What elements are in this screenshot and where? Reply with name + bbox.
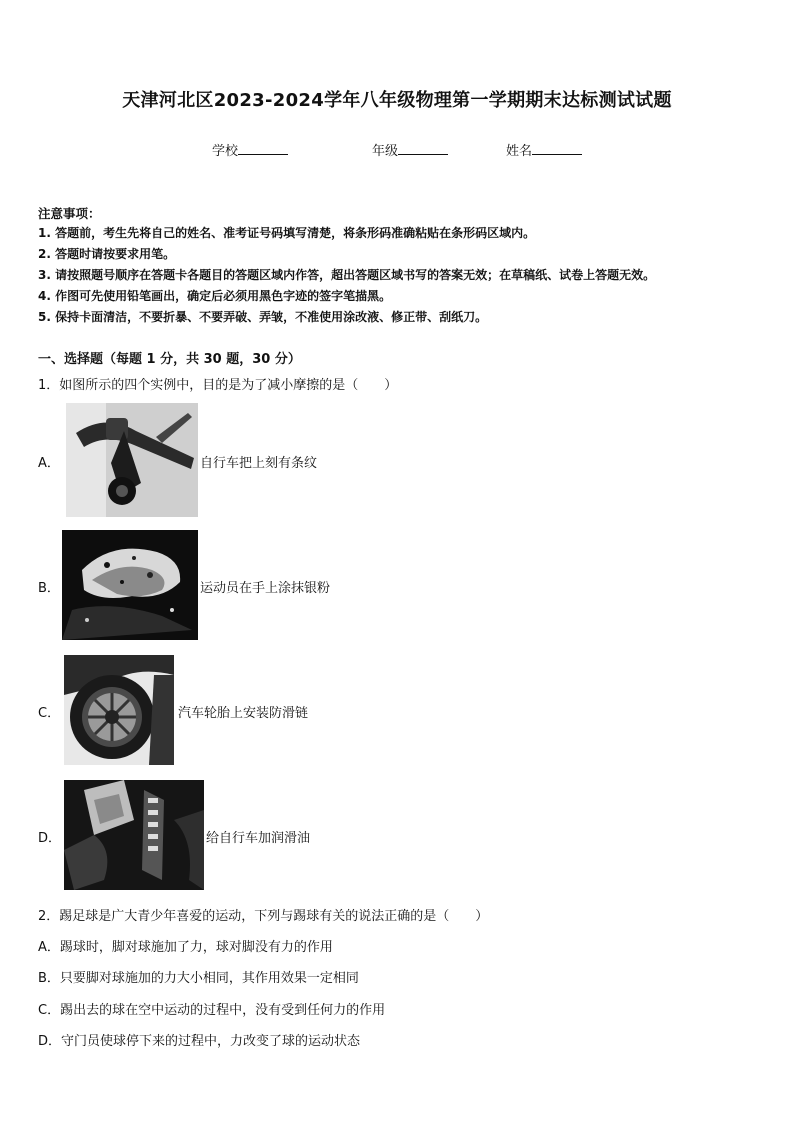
- note-item: 4. 作图可先使用铅笔画出，确定后必须用黑色字迹的签字笔描黑。: [38, 289, 392, 303]
- option-a-text: 自行车把上刻有条纹: [200, 456, 318, 471]
- question-2-stem: 2．踢足球是广大青少年喜爱的运动，下列与踢球有关的说法正确的是（ ）: [38, 909, 489, 924]
- question-2-option-b: B．只要脚对球施加的力大小相同，其作用效果一定相同: [38, 971, 359, 986]
- note-item: 1. 答题前，考生先将自己的姓名、准考证号码填写清楚，将条形码准确粘贴在条形码区域内。: [38, 226, 536, 240]
- grade-blank[interactable]: [398, 142, 448, 155]
- notes-heading: 注意事项：: [38, 206, 101, 221]
- option-d-letter: D．: [38, 831, 62, 846]
- option-b-letter: B．: [38, 581, 60, 596]
- option-d-text: 给自行车加润滑油: [206, 831, 311, 846]
- option-b-text: 运动员在手上涂抹银粉: [200, 581, 331, 596]
- tire-snow-chain-photo: [64, 655, 174, 765]
- bicycle-oiling-photo: [64, 780, 204, 890]
- bicycle-handlebar-photo: [66, 403, 198, 517]
- option-c-text: 汽车轮胎上安装防滑链: [178, 706, 309, 721]
- question-2-option-c: C．踢出去的球在空中运动的过程中，没有受到任何力的作用: [38, 1003, 386, 1018]
- question-2-option-a: A．踢球时，脚对球施加了力，球对脚没有力的作用: [38, 940, 333, 955]
- note-item: 5. 保持卡面清洁，不要折暴、不要弄破、弄皱，不准使用涂改液、修正带、刮纸刀。: [38, 310, 488, 324]
- option-c-letter: C．: [38, 706, 61, 721]
- name-blank[interactable]: [532, 142, 582, 155]
- note-item: 2. 答题时请按要求用笔。: [38, 247, 176, 261]
- question-2-option-d: D．守门员使球停下来的过程中，力改变了球的运动状态: [38, 1034, 361, 1049]
- grade-label: 年级: [372, 144, 399, 159]
- page-title: 天津河北区2023-2024学年八年级物理第一学期期末达标测试试题: [122, 90, 672, 111]
- option-a-letter: A．: [38, 456, 60, 471]
- grade-field: [372, 140, 448, 159]
- note-item: 3. 请按照题号顺序在答题卡各题目的答题区域内作答，超出答题区域书写的答案无效；在草稿纸、试卷上答题无效。: [38, 268, 656, 282]
- section-title: 一、选择题（每题 1 分，共 30 题，30 分）: [38, 352, 301, 367]
- name-label: 姓名: [506, 144, 533, 159]
- question-1-stem: 1．如图所示的四个实例中，目的是为了减小摩擦的是（ ）: [38, 378, 398, 393]
- athlete-chalk-hands-photo: [62, 530, 198, 640]
- school-blank[interactable]: [238, 142, 288, 155]
- name-field: [506, 140, 582, 159]
- school-field: [212, 140, 288, 159]
- school-label: 学校: [212, 144, 239, 159]
